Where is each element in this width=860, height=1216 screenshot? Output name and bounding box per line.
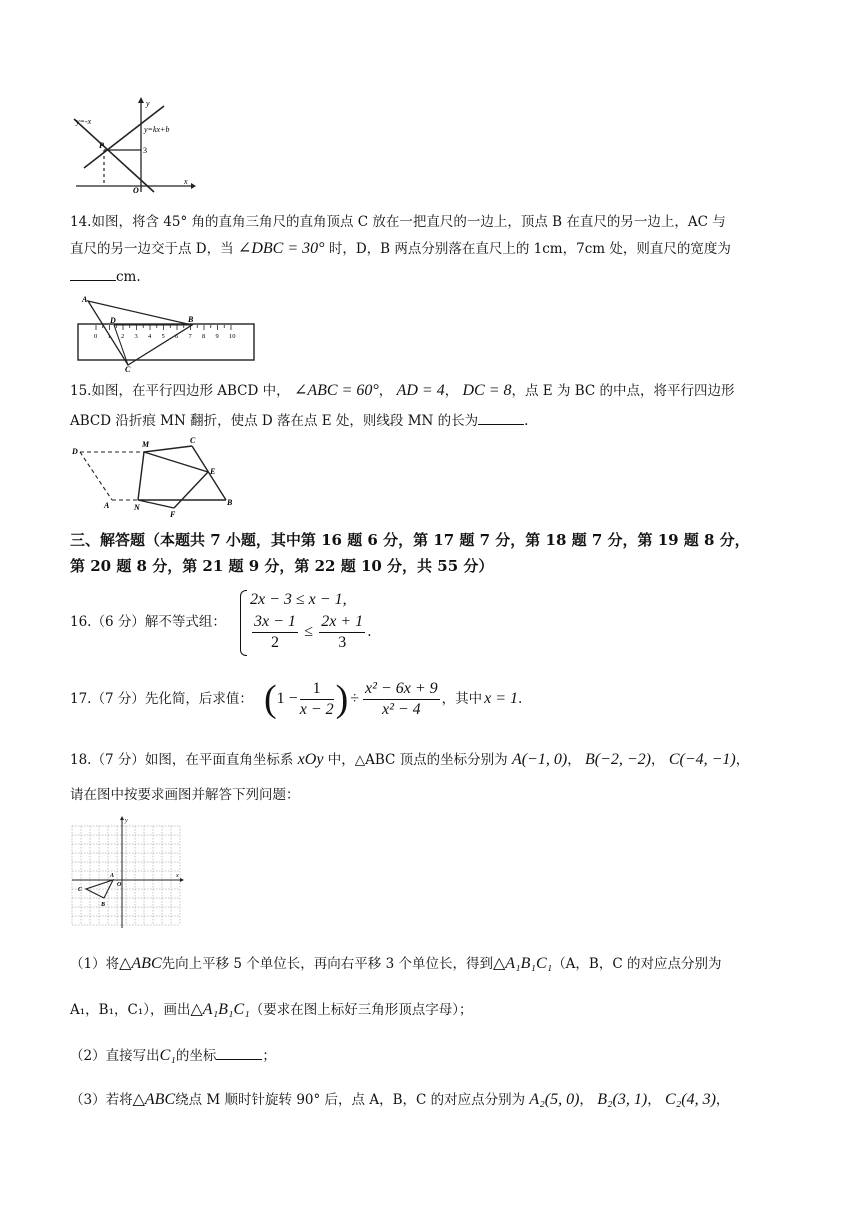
q18-part-3: （3）若将△ABC绕点 M 顺时针旋转 90° 后，点 A，B，C 的对应点分别为 A₂(5, 0)， B₂(3, 1)， C₂(4, 3)，: [70, 1091, 730, 1108]
q16-frac-2: [319, 612, 365, 653]
q17-cond: x = 1: [484, 690, 519, 707]
q15-text-1a: 15.如图，在平行四边形 ABCD 中，: [70, 383, 290, 399]
q18-p2-end: ；: [262, 1048, 276, 1064]
fig15-label-e: E: [210, 467, 216, 476]
q17-expression: [264, 675, 522, 723]
fig15-label-n: N: [134, 503, 140, 512]
q17-den-1: x − 2: [299, 700, 334, 718]
q17-paren-close: ): [335, 678, 349, 720]
fig14-label-d: D: [110, 316, 116, 325]
fig18-label-b: B: [101, 902, 106, 908]
q16-num-2: 2x + 1: [319, 612, 365, 633]
q18-p2-c1: C₁: [159, 1047, 176, 1064]
q15-text-1b: ，点 E 为 BC 的中点，将平行四边形: [511, 383, 735, 399]
ruler-tick-label: 2: [121, 333, 125, 340]
q17-num-1: 1: [300, 679, 334, 700]
fig15-label-b: B: [227, 498, 233, 507]
ruler-tick-label: 7: [188, 333, 192, 340]
fig13-label-o: O: [133, 186, 139, 194]
q18-p1-text-c: （A，B，C 的对应点分别为: [552, 956, 722, 972]
q18-part-1-line-2: [70, 1000, 472, 1020]
figure-18-grid: [68, 814, 188, 932]
fig13-label-p: P: [99, 141, 104, 150]
q14-line-3: [70, 266, 141, 287]
q16-den-1: 2: [270, 634, 279, 651]
q15-line-1: 15.如图，在平行四边形 ABCD 中， ∠ABC = 60°， AD = 4， DC = 8，点 E 为 BC 的中点，将平行四边形: [70, 382, 735, 399]
q17-suffix: ，其中: [441, 691, 483, 707]
q18-p2-text-b: 的坐标: [175, 1048, 217, 1064]
ruler-tick-label: 5: [161, 333, 165, 340]
q15-answer-blank[interactable]: [478, 410, 524, 425]
q17-one: 1 −: [276, 690, 298, 707]
q15-line-2: ABCD 沿折痕 MN 翻折，使点 D 落在点 E 处，则线段 MN 的长为 .: [70, 410, 528, 431]
fig14-label-c: C: [125, 365, 131, 374]
q18-p1-tri1: △A₁B₁C₁: [492, 955, 553, 972]
figure-15-parallelogram: [68, 436, 248, 518]
q17-den-2: x² − 4: [381, 700, 421, 718]
q14-line-2: [70, 239, 731, 259]
fig18-label-x: x: [176, 873, 179, 879]
figure-13-graph: [66, 94, 196, 194]
q18-p3-text-a: （3）若将: [70, 1092, 133, 1108]
q18-p3-b2: B₂(3, 1): [597, 1091, 648, 1108]
q18-p1-text-d: A₁，B₁，C₁），画出: [70, 1002, 191, 1018]
q18-p1-text-a: （1）将: [70, 956, 120, 972]
fig18-label-a: A: [110, 873, 115, 879]
q18-p3-text-b: 绕点 M 顺时针旋转 90° 后，点 A，B，C 的对应点分别为: [175, 1092, 526, 1108]
q16-le: ≤: [304, 623, 313, 640]
q18-part-2: [70, 1045, 276, 1066]
q18-xoy: xOy: [297, 751, 324, 768]
q15-ad: AD = 4: [396, 382, 445, 399]
ruler-tick-label: 8: [202, 333, 206, 340]
q15-angle-abc: ∠ABC = 60°: [293, 382, 379, 399]
q16-inequality-2: [250, 612, 371, 653]
q18-p3-a2: A₂(5, 0): [529, 1091, 580, 1108]
fig18-label-c: C: [78, 887, 83, 893]
fig15-label-c: C: [190, 436, 196, 445]
ruler-tick-label: 4: [148, 333, 152, 340]
q16-prefix: 16.（6 分）解不等式组：: [70, 614, 226, 630]
q15-dc: DC = 8: [462, 382, 512, 399]
q16-brace: [240, 590, 247, 656]
q17-num-2: x² − 6x + 9: [363, 679, 440, 700]
q16-end: .: [367, 624, 372, 640]
q14-text-2b: 时，D，B 两点分别落在直尺上的 1cm，7cm 处，则直尺的宽度为: [328, 241, 731, 257]
fig13-label-x: x: [184, 177, 188, 186]
ruler-tick-label: 9: [215, 333, 219, 340]
q18-p1-tri: △ABC: [119, 955, 162, 972]
fig14-label-b: B: [188, 315, 194, 324]
fig13-label-y-eq-kx-b: y=kx+b: [144, 125, 170, 134]
q16-frac-1: [252, 612, 298, 653]
fig13-label-y: y: [146, 99, 150, 108]
q16-num-1: 3x − 1: [252, 612, 298, 633]
q18-p1-text-e: （要求在图上标好三角形顶点字母）；: [249, 1002, 473, 1018]
ruler-tick-label: 10: [229, 333, 236, 340]
fig18-label-o: O: [117, 882, 122, 888]
q16-ineq-1: 2x − 3 ≤ x − 1,: [250, 591, 347, 608]
fig14-label-a: A: [82, 295, 88, 304]
section-3-heading-line-2: 第 20 题 8 分，第 21 题 9 分，第 22 题 10 分，共 55 分）: [70, 557, 494, 575]
q18-point-c: C(−4, −1): [668, 751, 736, 768]
q18-text-1b: 中，△ABC 顶点的坐标分别为: [327, 752, 508, 768]
ruler-tick-label: 1: [107, 333, 111, 340]
q16-den-2: 3: [338, 634, 347, 651]
fig13-label-3: 3: [143, 146, 147, 155]
q17-paren-open: (: [264, 678, 277, 720]
ruler-tick-label: 3: [134, 333, 138, 340]
q18-line-1: 18.（7 分）如图，在平面直角坐标系 xOy 中，△ABC 顶点的坐标分别为 A(−1, 0)， B(−2, −2)， C(−4, −1)，: [70, 751, 750, 768]
q18-p3-c2: C₂(4, 3): [665, 1091, 716, 1108]
fig15-label-f: F: [170, 510, 176, 518]
ruler-tick-label: 6: [175, 333, 179, 340]
q18-point-a: A(−1, 0): [511, 751, 568, 768]
fig15-label-d: D: [72, 447, 78, 456]
q18-answer-blank[interactable]: [216, 1045, 262, 1060]
q18-point-b: B(−2, −2): [584, 751, 652, 768]
q14-angle: ∠DBC = 30°: [237, 240, 325, 257]
fig13-label-y-eq-neg-x: y=-x: [76, 117, 92, 126]
q14-unit: cm.: [116, 269, 141, 285]
q18-p1-text-b: 先向上平移 5 个单位长，再向右平移 3 个单位长，得到: [161, 956, 493, 972]
q17-end: .: [518, 691, 523, 707]
ruler-tick-label: 0: [94, 333, 98, 340]
fig18-label-y: y: [125, 818, 128, 824]
q17-div: ÷: [350, 690, 360, 707]
q14-line-1: [70, 212, 726, 232]
figure-14-ruler: [72, 292, 262, 374]
section-3-heading-line-1: 三、解答题（本题共 7 小题，其中第 16 题 6 分，第 17 题 7 分，第 18 题 7 分，第 19 题 8 分，: [70, 531, 750, 549]
q18-p3-tri: △ABC: [132, 1091, 176, 1108]
q18-p1-tri1-b: △A₁B₁C₁: [190, 1001, 250, 1018]
fig15-label-m: M: [142, 440, 150, 449]
fig15-label-a: A: [104, 501, 110, 510]
q14-text-2a: 直尺的另一边交于点 D，当: [70, 241, 234, 257]
q18-text-1a: 18.（7 分）如图，在平面直角坐标系: [70, 752, 294, 768]
q14-answer-blank[interactable]: [70, 266, 116, 281]
q18-p2-text-a: （2）直接写出: [70, 1048, 160, 1064]
q17-frac-1: [300, 679, 334, 720]
q17-frac-2: [363, 679, 440, 720]
q16-inequality-1: [250, 590, 347, 610]
q14-text-1: 14.如图，将含 45° 角的直角三角尺的直角顶点 C 放在一把直尺的一边上，顶点 B 在直尺的另一边上，AC 与: [70, 214, 726, 230]
q18-line-2: 请在图中按要求画图并解答下列问题：: [70, 787, 300, 803]
q18-part-1-line-1: [70, 954, 721, 974]
q15-text-2: ABCD 沿折痕 MN 翻折，使点 D 落在点 E 处，则线段 MN 的长为: [70, 413, 479, 429]
q17-prefix: 17.（7 分）先化简，后求值：: [70, 691, 253, 707]
